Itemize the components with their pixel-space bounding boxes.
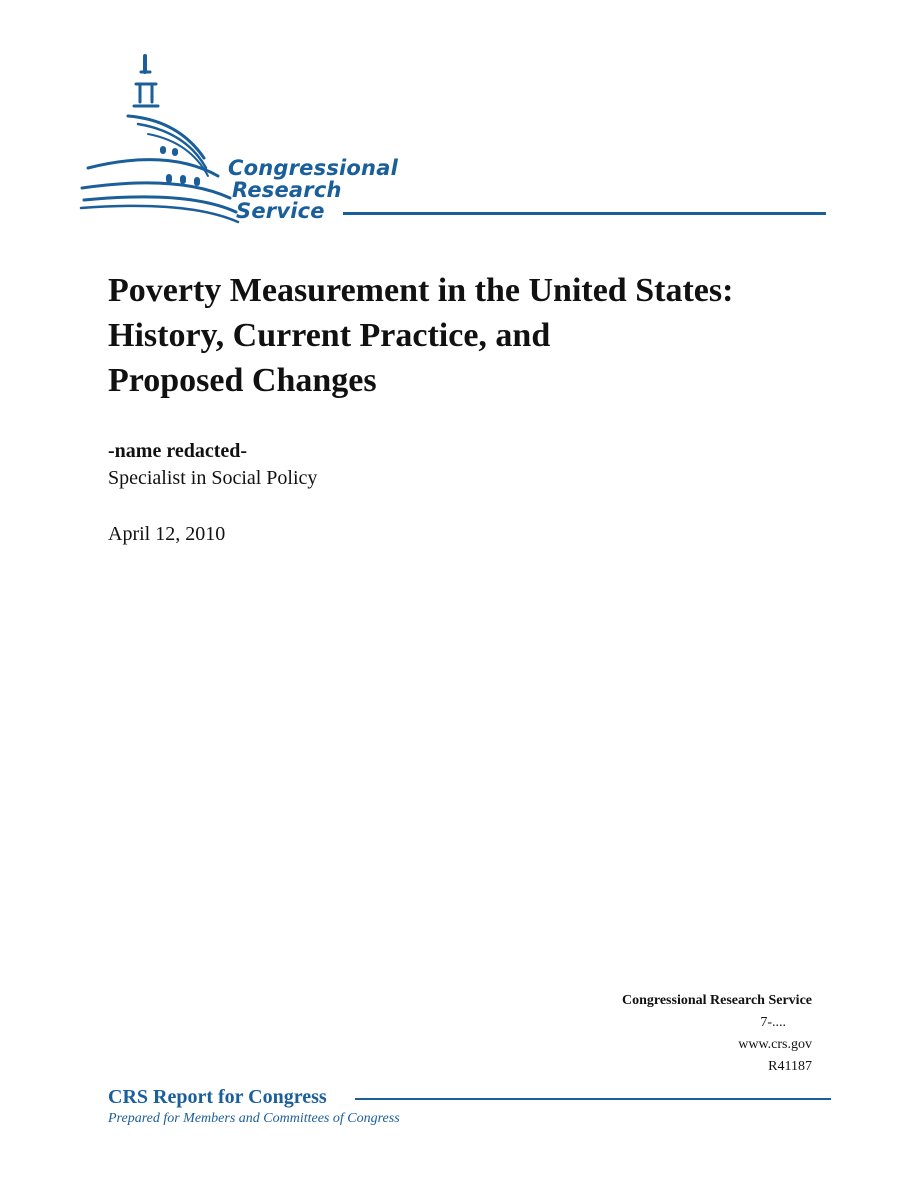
publisher-name: Congressional Research Service	[621, 993, 812, 1008]
author-role: Specialist in Social Policy	[108, 467, 318, 489]
report-number: R41187	[768, 1059, 812, 1074]
logo-rule	[343, 212, 826, 215]
website-link[interactable]: www.crs.gov	[738, 1037, 812, 1052]
banner-rule	[355, 1098, 831, 1100]
crs-report-banner-subtitle: Prepared for Members and Committees of Congress	[108, 1111, 400, 1126]
logo-word-research: Research	[232, 178, 342, 202]
report-date: April 12, 2010	[108, 523, 226, 545]
report-title-line-3: Proposed Changes	[108, 362, 377, 399]
report-title	[108, 268, 828, 403]
publisher-info	[622, 990, 812, 1078]
crs-logo	[78, 50, 838, 230]
logo-word-congressional: Congressional	[228, 156, 398, 180]
report-title-line-1: Poverty Measurement in the United States:	[108, 272, 734, 309]
contact-code: 7-....	[760, 1015, 786, 1030]
report-title-line-2: History, Current Practice, and	[108, 317, 551, 354]
author-name: -name redacted-	[108, 440, 248, 462]
logo-word-service: Service	[236, 199, 325, 223]
crs-report-banner-title: CRS Report for Congress	[108, 1086, 327, 1108]
